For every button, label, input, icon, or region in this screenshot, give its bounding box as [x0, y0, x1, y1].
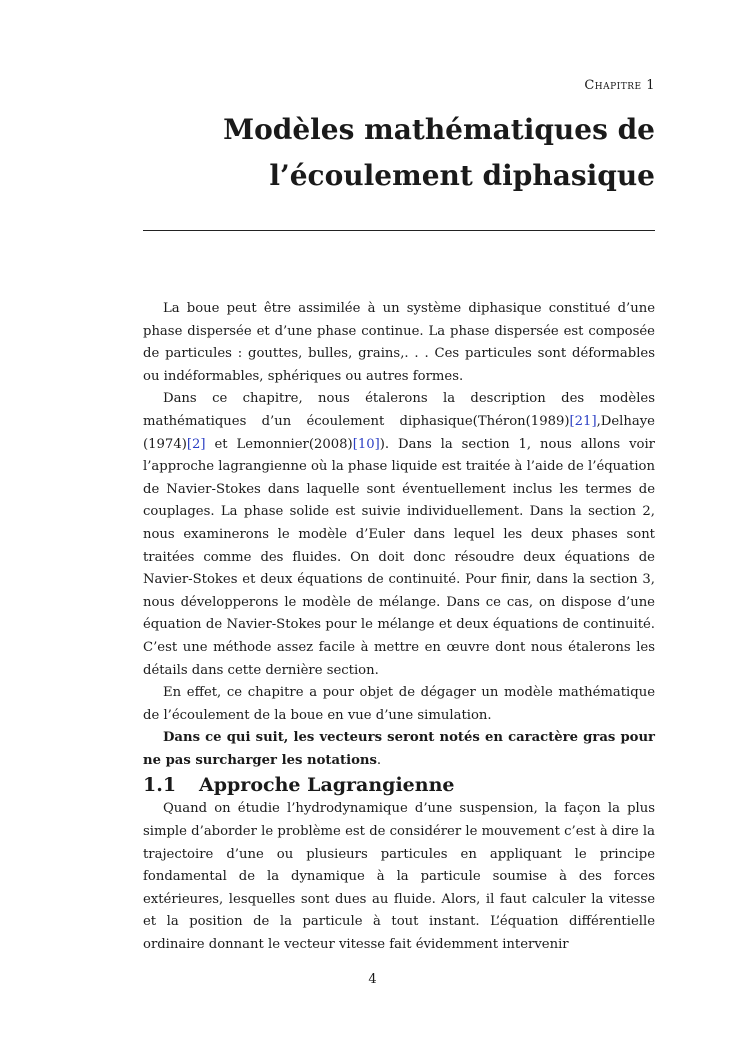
body-text — [143, 298, 655, 957]
notation-note: Dans ce qui suit, les vecteurs seront notés en caractère gras pour ne pas surcharger les notations — [143, 730, 655, 768]
intro-paragraph-2-text-a: Dans ce chapitre, nous étalerons la description des modèles mathématiques d’un écoulement diphasique(Théron(1989) — [143, 391, 655, 429]
chapter-title-line-1: Modèles mathématiques de — [223, 113, 655, 146]
chapter-title-line-2: l’écoulement diphasique — [269, 159, 655, 192]
intro-paragraph-2-text-d: ). Dans la section 1, nous allons voir l’approche lagrangienne où la phase liquide est traitée à l’aide de l’équation de Navier-Stokes dans laquelle sont éventuellement inclus les termes de couplages. La phase solide est suivie individuellement. Dans la section 2, nous examinerons le modèle d’Euler dans lequel les deux phases sont traitées comme des fluides. On doit donc résoudre deux équations de Navier-Stokes et deux équations de continuité. Pour finir, dans la section 3, nous développerons le modèle de mélange. Dans ce cas, on dispose d’une équation de Navier-Stokes pour le mélange et deux équations de continuité. C’est une méthode assez facile à mettre en œuvre dont nous étalerons les détails dans cette dernière section. — [143, 436, 655, 678]
intro-paragraph-4 — [143, 727, 655, 772]
chapter-title-rule — [143, 230, 655, 231]
page-number: 4 — [368, 972, 377, 987]
section-title: Approche Lagrangienne — [199, 774, 455, 797]
section-heading — [143, 772, 655, 798]
chapter-label: Chapitre 1 — [584, 78, 655, 93]
section-number: 1.1 — [143, 774, 177, 797]
intro-paragraph-2 — [143, 388, 655, 682]
intro-paragraph-1: La boue peut être assimilée à un système diphasique constitué d’une phase dispersée et d’une phase continue. La phase dispersée est composée de particules : gouttes, bulles, grains,. . . Ces particules sont déformables ou indéformables, sphériques ou autres formes. — [143, 301, 655, 384]
intro-paragraph-2-text-b: ,Delhaye (1974) — [143, 413, 655, 452]
chapter-title — [185, 107, 655, 199]
intro-paragraph-2-text-c: et Lemonnier(2008) — [205, 436, 353, 452]
citation-link-lemonnier[interactable]: [10] — [352, 436, 380, 452]
intro-paragraph-3: En effet, ce chapitre a pour objet de dégager un modèle mathématique de l’écoulement de la boue en vue d’une simulation. — [143, 685, 655, 723]
notation-note-end: . — [376, 752, 382, 768]
citation-link-delhaye[interactable]: [2] — [186, 436, 206, 452]
section-paragraph-1: Quand on étudie l’hydrodynamique d’une suspension, la façon la plus simple d’aborder le problème est de considérer le mouvement c’est à dire la trajectoire d’une ou plusieurs particules en appliquant le principe fondamental de la dynamique à la particule soumise à des forces extérieures, lesquelles sont dues au fluide. Alors, il faut calculer la vitesse et la position de la particule à tout instant. L’équation différentielle ordinaire donnant le vecteur vitesse fait évidemment intervenir — [143, 801, 655, 953]
citation-link-theron[interactable]: [21] — [569, 413, 597, 429]
